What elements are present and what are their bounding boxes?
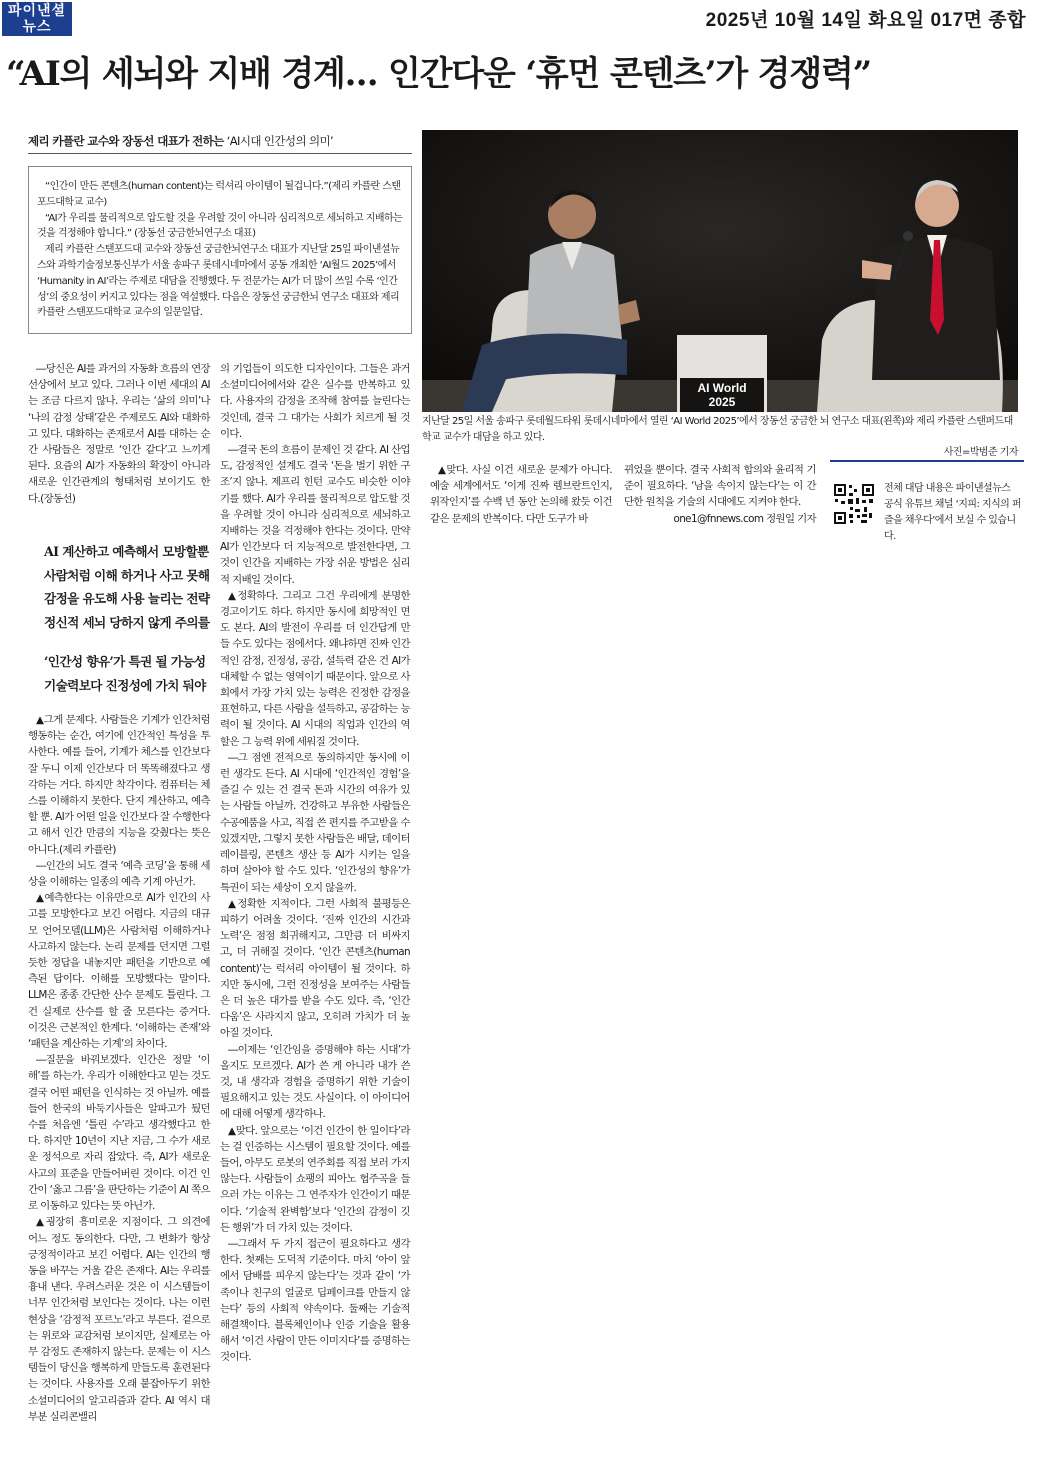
pull-quote xyxy=(44,540,214,697)
paragraph: ▲정확하다. 그리고 그건 우리에게 분명한 경고이기도 하다. 하지만 동시에 희망적인 면도 본다. AI의 발전이 우리를 더 인간답게 만들 수도 있다는 점에서다. 왜냐하면 진짜 인간적인 감정, 진정성, 공감, 설득력 같은 건 AI가 대체할 수 없는 영역이기 때문이다. 앞으로 사회에서 가장 가치 있는 능력은 진정한 감정을 표현하고, 다른 사람을 설득하고, 공감하는 능력이 될 것이다. AI 시대의 직업과 인간의 역할은 그 능력 위에 세워질 것이다. xyxy=(220,589,410,748)
paragraph: 의 기업들이 의도한 디자인이다. 그들은 과거 소셜미디어에서와 같은 실수를 반복하고 있다. 사용자의 감정을 조작해 참여를 늘린다는 것인데, 결국 그 대가는 사회가 치르게 될 것이다. xyxy=(220,363,410,440)
article-column-1-bottom xyxy=(28,712,210,1425)
stage-sign-line-2: 2025 xyxy=(708,395,736,409)
byline: one1@fnnews.com 정원일 기자 xyxy=(673,512,816,525)
paragraph: ▲예측한다는 이유만으로 AI가 인간의 사고를 모방한다고 보긴 어렵다. 지금의 대규모 언어모델(LLM)은 사람처럼 이해하거나 사고하지 않는다. 논리 문제를 던지면 그럴듯한 정답을 내놓지만 패턴을 기반으로 예측된 답이다. 이해를 모방했다는 말이다. LLM은 종종 간단한 산수 문제도 틀린다. 그건 실제로 산수를 할 줄 모른다는 증거다. 이것은 근본적인 한계다. ‘이해하는 존재’와 ‘패턴을 계산하는 기계’의 차이다. xyxy=(28,892,210,1051)
fn-logo xyxy=(2,2,72,36)
photo-caption xyxy=(422,414,1018,461)
pull-line: ‘인간성 향유’가 특권 될 가능성 xyxy=(44,654,206,669)
paragraph: ▲굉장히 흥미로운 지점이다. 그 의견에 어느 정도 동의한다. 다만, 그 변화가 항상 긍정적이라고 보긴 어렵다. AI는 인간의 행동을 바꾸는 거울 같은 존재다. AI는 우리를 흉내 낸다. 우려스러운 것은 이 시스템들이 너무 인간처럼 보인다는 것이다. 나는 이런 현상을 ‘감정적 포르노’라고 부른다. 겉으로는 위로와 교감처럼 보이지만, 실제로는 아무 감정도 존재하지 않는다. 문제는 이 시스템들이 당신을 행복하게 만들도록 훈련된다는 것이다. 사용자를 오래 붙잡아두기 위한 소셜미디어의 알고리즘과 같다. AI 역시 대부분 실리콘밸리 xyxy=(28,1216,210,1423)
paragraph: ▲정확한 지적이다. 그런 사회적 불평등은 피하기 어려울 것이다. ‘진짜 인간의 시간과 노력’은 점점 희귀해지고, 그만큼 더 비싸지고, 더 귀해질 것이다. ‘인간 콘텐츠(human content)’는 럭셔리 아이템이 될 것이다. 하지만 동시에, 그런 진정성을 보여주는 사람들은 더 높은 대가를 받을 수도 있다. 즉, ‘인간다움’은 사라지지 않고, 오히려 가치가 더 높아질 것이다. xyxy=(220,897,410,1040)
pull-line: 정신적 세뇌 당하지 않게 주의를 xyxy=(44,614,210,630)
pull-line: 감정을 유도해 사용 늘리는 전략 xyxy=(44,591,210,606)
paragraph: ▲그게 문제다. 사람들은 기계가 인간처럼 행동하는 순간, 여기에 인간적인 특성을 투사한다. 예를 들어, 기계가 체스를 인간보다 잘 두니 이제 인간보다 더 똑똑해졌다고 생각하는 거다. 하지만 착각이다. 컴퓨터는 체스를 이해하지 못한다. 단지 계산하고, 예측할 뿐. AI가 어떤 일을 인간보다 잘 수행한다고 해서 인간 만큼의 지능을 갖췄다는 뜻은 아니다.(제리 카플란) xyxy=(28,714,210,856)
headline: “AI의 세뇌와 지배 경계… 인간다운 ‘휴먼 콘텐츠’가 경쟁력” xyxy=(6,54,871,94)
paragraph: ―결국 돈의 흐름이 문제인 것 같다. AI 산업도, 감정적인 설계도 결국 ‘돈을 벌기 위한 구조’지 않나. 제프리 힌턴 교수도 비슷한 이야기를 했다. AI가 우리를 물리적으로 압도할 것을 우려할 것이 아니라 심리적으로 세뇌하고 지배하는 것을 걱정해야 한다는 것이다. 만약 AI가 인간보다 더 지능적으로 발전한다면, 그것이 인간을 지배하는 가장 쉬운 방법은 심리적 지배일 것이다. xyxy=(220,444,410,586)
dateline: 2025년 10월 14일 화요일 017면 종합 xyxy=(705,10,1026,31)
pull-line: AI 계산하고 예측해서 모방할뿐 xyxy=(44,544,209,559)
qr-note: 전체 대담 내용은 파이낸셜뉴스 공식 유튜브 채널 ‘지피: 지식의 퍼즐을 채우다’에서 보실 수 있습니다. xyxy=(884,483,1022,542)
logo-line-2: 뉴스 xyxy=(22,19,52,35)
intro-quote-jang: “AI가 우리를 물리적으로 압도할 것을 우려할 것이 아니라 심리적으로 세뇌하고 지배하는 것을 걱정해야 합니다.” (장동선 궁금한뇌연구소 대표) xyxy=(37,212,403,240)
subhead-bold: 제리 카플란 교수와 장동선 대표가 전하는 xyxy=(28,134,224,148)
pull-line: 기술력보다 진정성에 가치 둬야 xyxy=(44,677,206,693)
event-photo xyxy=(422,130,1018,412)
paragraph: 뀌었을 뿐이다. 결국 사회적 합의와 윤리적 기준이 필요하다. ‘남을 속이지 않는다’는 이 간단한 원칙을 기술의 시대에도 지켜야 한다. xyxy=(624,464,816,509)
pull-line: 사람처럼 이해 하거나 사고 못해 xyxy=(44,567,210,583)
subhead-rest: ‘AI시대 인간성의 의미’ xyxy=(223,134,334,148)
paragraph: ―그래서 두 가지 접근이 필요하다고 생각한다. 첫째는 도덕적 기준이다. 마치 ‘아이 앞에서 담배를 피우지 않는다’는 것과 같이 ‘가족이나 친구의 얼굴로 딥페이크를 만들지 않는다’ 등의 사회적 약속이다. 둘째는 기술적 해결책이다. 블록체인이나 인증 기술을 활용해서 ‘이건 사람이 만든 이미지다’를 증명하는 것이다. xyxy=(220,1237,410,1364)
article-column-3 xyxy=(430,462,612,527)
event-photo-illustration xyxy=(422,130,1018,412)
subhead-rule xyxy=(28,153,412,154)
paragraph: ▲맞다. 사실 이건 새로운 문제가 아니다. 예술 세계에서도 ‘이게 진짜 렘브란트인지, 위작인지’를 수백 년 동안 논의해 왔듯 이건 같은 문제의 반복이다. 다만 도구가 바 xyxy=(430,464,612,525)
logo-line-1: 파이낸셜 xyxy=(7,3,67,19)
intro-quote-kaplan: “인간이 만든 콘텐츠(human content)는 럭셔리 아이템이 될겁니다.”(제리 카플란 스탠포드대학교 교수) xyxy=(37,181,401,208)
paragraph: ―당신은 AI를 과거의 자동화 흐름의 연장선상에서 보고 있다. 그러나 이번 세대의 AI는 조금 다르지 않나. 우리는 ‘삶의 의미’나 ‘나의 감정 상태’같은 주제로도 AI와 대화하고 있다. 대화하는 존재로서 AI를 대하는 순간 사람들은 정말로 ‘인간 같다’고 느끼게 된다. 요즘의 AI가 자동화의 확장이 아니라 새로운 인간관계의 형태처럼 보이기도 한다.(장동선) xyxy=(28,363,210,505)
subhead xyxy=(28,133,408,149)
photo-credit: 사진=박범준 기자 xyxy=(943,447,1018,459)
article-column-4 xyxy=(624,462,816,527)
paragraph: ―이제는 ‘인간임을 증명해야 하는 시대’가 올지도 모르겠다. AI가 쓴 게 아니라 내가 쓴 것, 내 생각과 경험을 증명하기 위한 기술이 필요해지고 있는 것도 사실이다. 이 아이디어에 대해 어떻게 생각하나. xyxy=(220,1043,410,1121)
qr-code-icon[interactable] xyxy=(833,483,875,525)
paragraph: ▲맞다. 앞으로는 ‘이건 인간이 한 일이다’라는 걸 인증하는 시스템이 필요할 것이다. 예를 들어, 아무도 로봇의 연주회를 직접 보러 가지 않는다. 사람들이 쇼팽의 피아노 협주곡을 들으러 가는 이유는 그 연주자가 인간이기 때문이다. ‘기술적 완벽함’보다 ‘인간의 감정이 깃든 행위’가 더 가치 있는 것이다. xyxy=(220,1124,410,1234)
article-column-1-top xyxy=(28,361,210,507)
article-column-2 xyxy=(220,361,410,1366)
intro-box xyxy=(28,166,412,334)
intro-summary: 제리 카플란 스탠포드대 교수와 장동선 궁금한뇌연구소 대표가 지난달 25일 파이낸셜뉴스와 과학기술정보통신부가 서울 송파구 롯데시네마에서 공동 개최한 ‘AI월드 2025’에서 ‘Humanity in AI’라는 주제로 대담을 진행했다. 두 전문가는 AI가 더 많이 쓰일 수록 ‘인간성’의 중요성이 커지고 있다는 점을 역설했다. 다음은 장동선 궁금한뇌 연구소 대표와 제리 카플란 스탠포드대학교 교수의 일문일답. xyxy=(37,244,400,319)
caption-text: 지난달 25일 서울 송파구 롯데월드타워 롯데시네마에서 열린 ‘AI World 2025’에서 장동선 궁금한 뇌 연구소 대표(왼쪽)와 제리 카플란 스탠퍼드대학교 교수가 대담을 하고 있다. xyxy=(422,416,1013,443)
paragraph: ―그 점엔 전적으로 동의하지만 동시에 이런 생각도 든다. AI 시대에 ‘인간적인 경험’을 즐길 수 있는 건 결국 돈과 시간의 여유가 있는 사람들 아닐까. 건강하고 부유한 사람들은 수공예품을 사고, 직접 쓴 편지를 주고받을 수 있겠지만, 그렇지 못한 사람들은 배달, 데이터 레이블링, 콘텐츠 생산 등 AI가 시키는 일을 하며 살아야 할 수도 있다. ‘인간성의 향유’가 특권이 되는 세상이 오지 않을까. xyxy=(220,751,410,894)
qr-box-rule xyxy=(830,460,1024,462)
stage-sign-line-1: AI World xyxy=(697,381,747,395)
paragraph: ―질문을 바꿔보겠다. 인간은 정말 ‘이해’를 하는가. 우리가 이해한다고 믿는 것도 결국 어떤 패턴을 인식하는 것 아닐까. 예를 들어 한국의 바둑기사들은 알파고가 뒀던 수를 처음엔 ‘틀린 수’라고 생각했다고 한다. 하지만 10년이 지난 지금, 그 수가 새로운 정석으로 자리 잡았다. 즉, AI가 새로운 사고의 표준을 만들어버린 것이다. 이건 인간이 ‘옳고 그름’을 판단하는 기준이 AI 쪽으로 이동하고 있다는 뜻 아닌가. xyxy=(28,1054,210,1213)
paragraph: ―인간의 뇌도 결국 ‘예측 코딩’을 통해 세상을 이해하는 일종의 예측 기계 아닌가. xyxy=(28,859,210,889)
